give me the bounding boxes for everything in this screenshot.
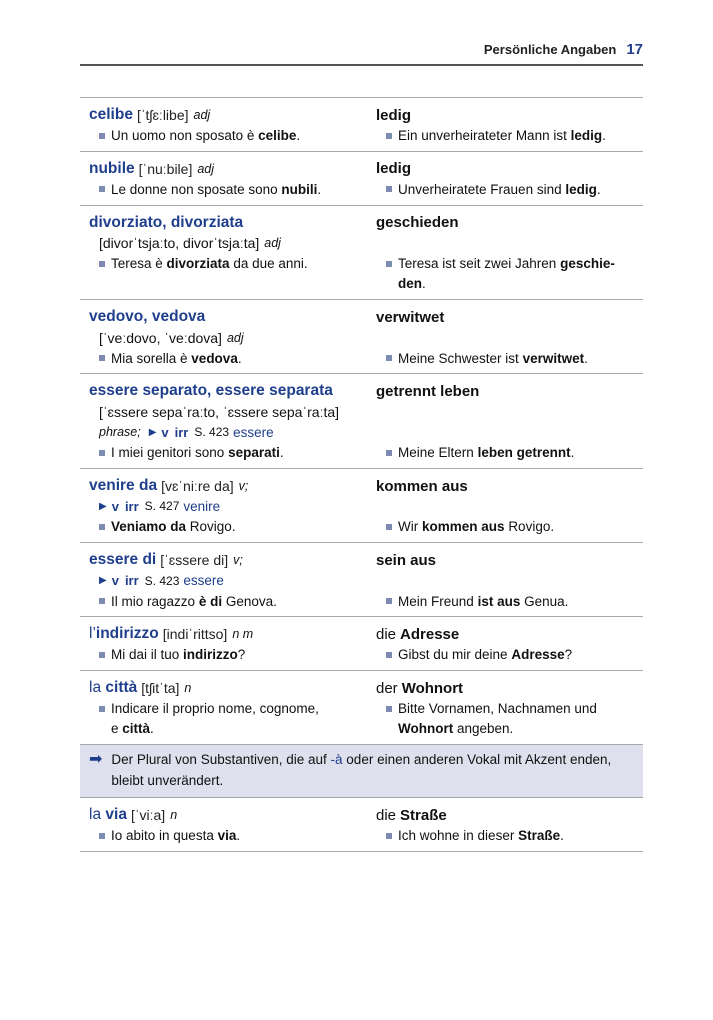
triangle-right-icon: ▶ (99, 575, 107, 587)
example-de: Mein Freund ist aus Genua. (376, 591, 643, 611)
part-of-speech: n m (232, 627, 254, 642)
german-cell (367, 381, 643, 463)
example-it: Un uomo non sposato è celibe . (89, 125, 367, 145)
translation: verwitwet (376, 308, 445, 326)
example-de: Wir kommen aus Rovigo. (376, 517, 643, 537)
italian-cell (80, 805, 367, 846)
triangle-right-icon: ▶ (99, 500, 107, 512)
example-it: Mi dai il tuo indirizzo ? (89, 645, 367, 665)
part-of-speech: adj (226, 330, 244, 345)
square-bullet-icon (99, 261, 105, 267)
square-bullet-icon (386, 833, 392, 839)
table-row (80, 152, 643, 206)
table-row (80, 543, 643, 617)
phonetic: [vɛˈniːre da] (161, 478, 234, 495)
article: la (89, 679, 102, 697)
italian-cell: la città [tʃitˈta] n Indicare il proprio nome, cognome, e città . (80, 678, 367, 739)
example-de: Unverheiratete Frauen sind ledig . (376, 179, 643, 199)
translation: ledig (376, 106, 412, 124)
table-row (80, 469, 643, 543)
square-bullet-icon (99, 524, 105, 530)
table-row (80, 374, 643, 469)
phonetic: [ˈtʃɛːlibe] (136, 107, 189, 124)
square-bullet-icon (99, 133, 105, 139)
part-of-speech: n (170, 808, 178, 823)
headword: essere di (89, 551, 157, 569)
phonetic: [ˈnuːbile] (138, 160, 193, 177)
italian-cell (80, 105, 367, 146)
part-of-speech: phrase; (99, 425, 141, 440)
example-de: Ich wohne in dieser Straße . (376, 825, 643, 845)
table-row (80, 671, 643, 745)
cross-reference[interactable]: phrase; ▶ v irr S. 423 essere (99, 424, 274, 440)
table-row (80, 617, 643, 671)
section-title: Persönliche Angaben (483, 42, 617, 57)
italian-cell (80, 476, 367, 537)
example-it: Le donne non sposate sono nubili . (89, 179, 367, 199)
square-bullet-icon (386, 450, 392, 456)
square-bullet-icon (99, 355, 105, 361)
german-cell (367, 550, 643, 611)
german-cell: der Wohnort Bitte Vornamen, Nachnamen und Wohnort angeben. (367, 678, 643, 739)
german-cell (367, 624, 643, 665)
square-bullet-icon (386, 652, 392, 658)
square-bullet-icon (386, 706, 392, 712)
square-bullet-icon (386, 355, 392, 361)
note-text: Der Plural von Substantiven, die auf -à oder einen anderen Vokal mit Akzent enden, bleibt unverändert. (111, 752, 612, 788)
square-bullet-icon (99, 652, 105, 658)
phonetic: [ˈveːdovo, ˈveːdova] (99, 329, 222, 346)
italian-cell (80, 159, 367, 200)
headword: venire da (89, 477, 158, 495)
headword: essere separato, essere separata (89, 382, 333, 400)
arrow-right-icon: ➡ (89, 751, 103, 769)
example-de: Teresa ist seit zwei Jahren geschie- (376, 253, 643, 273)
table-row (80, 798, 643, 852)
reference-link[interactable]: essere (233, 424, 274, 440)
part-of-speech: n (184, 681, 192, 696)
part-of-speech: adj (197, 161, 215, 176)
german-cell (367, 105, 643, 146)
phonetic: [divorˈtsjaːto, divorˈtsjaːta] (99, 235, 260, 252)
example-it: Io abito in questa via . (89, 825, 367, 845)
cross-reference[interactable]: ▶ v irr S. 423 essere (99, 573, 224, 589)
square-bullet-icon (386, 524, 392, 530)
headword: celibe (89, 106, 133, 124)
german-cell (367, 476, 643, 537)
square-bullet-icon (99, 833, 105, 839)
table-row (80, 206, 643, 301)
triangle-right-icon: ▶ (148, 426, 157, 438)
part-of-speech: adj (193, 108, 211, 123)
phonetic: [ˈviːa] (130, 807, 166, 824)
part-of-speech: v; (238, 479, 249, 494)
page-number: 17 (626, 41, 643, 58)
translation: geschieden (376, 214, 459, 232)
headword: città (105, 679, 138, 697)
translation: ledig (376, 160, 412, 178)
table-row (80, 300, 643, 374)
headword: via (105, 806, 127, 824)
example-de: Meine Eltern leben getrennt . (376, 442, 643, 462)
german-cell (367, 805, 643, 846)
phonetic: [tʃitˈta] (141, 680, 180, 697)
square-bullet-icon (386, 598, 392, 604)
italian-cell (80, 381, 367, 463)
cross-reference[interactable]: ▶ v irr S. 427 venire (99, 498, 221, 514)
translation: getrennt leben (376, 382, 480, 400)
square-bullet-icon (386, 261, 392, 267)
square-bullet-icon (386, 186, 392, 192)
headword: indirizzo (95, 625, 159, 643)
phonetic: [ˈɛssere sepaˈraːto, ˈɛssere sepaˈraːta] (99, 403, 340, 420)
reference-link[interactable]: venire (183, 498, 221, 514)
headword: vedovo, vedova (89, 308, 206, 326)
grammar-note (80, 745, 643, 798)
example-it: Teresa è divorziata da due anni. (89, 253, 367, 273)
example-it: Il mio ragazzo è di Genova. (89, 591, 367, 611)
headword: nubile (89, 159, 135, 177)
square-bullet-icon (99, 598, 105, 604)
article: die (376, 625, 397, 643)
vocabulary-table (80, 97, 643, 852)
example-it: Veniamo da Rovigo. (89, 517, 367, 537)
table-row (80, 97, 643, 152)
example-it: I miei genitori sono separati . (89, 442, 367, 462)
translation: Straße (400, 806, 447, 824)
translation: sein aus (376, 551, 437, 569)
italian-cell (80, 213, 367, 295)
phonetic: [ˈɛssere di] (160, 552, 229, 569)
italian-cell (80, 550, 367, 611)
phonetic: [indiˈrittso] (162, 626, 228, 643)
example-it: Mia sorella è vedova . (89, 348, 367, 368)
article: der (376, 679, 398, 697)
reference-link[interactable]: essere (183, 573, 224, 589)
translation: Adresse (400, 625, 460, 643)
square-bullet-icon (99, 186, 105, 192)
german-cell (367, 159, 643, 200)
article: die (376, 806, 397, 824)
example-de: Meine Schwester ist verwitwet . (376, 348, 643, 368)
german-cell: geschieden Teresa ist seit zwei Jahren geschie- den . (367, 213, 643, 295)
square-bullet-icon (99, 450, 105, 456)
part-of-speech: adj (264, 236, 281, 251)
translation: Wohnort (401, 679, 464, 697)
square-bullet-icon (99, 706, 105, 712)
article: l’ (89, 625, 96, 643)
page-header (80, 41, 643, 63)
german-cell (367, 307, 643, 368)
example-de: Bitte Vornamen, Nachnamen und (376, 698, 643, 718)
translation: kommen aus (376, 477, 468, 495)
example-it: Indicare il proprio nome, cognome, (89, 698, 367, 718)
headword: divorziato, divorziata (89, 213, 244, 231)
part-of-speech: v; (233, 553, 243, 568)
italian-cell (80, 307, 367, 368)
example-de: Gibst du mir deine Adresse ? (376, 645, 643, 665)
italian-cell (80, 624, 367, 665)
example-de: Ein unverheirateter Mann ist ledig . (376, 125, 643, 145)
square-bullet-icon (386, 133, 392, 139)
header-rule (80, 64, 643, 66)
article: la (89, 806, 102, 824)
